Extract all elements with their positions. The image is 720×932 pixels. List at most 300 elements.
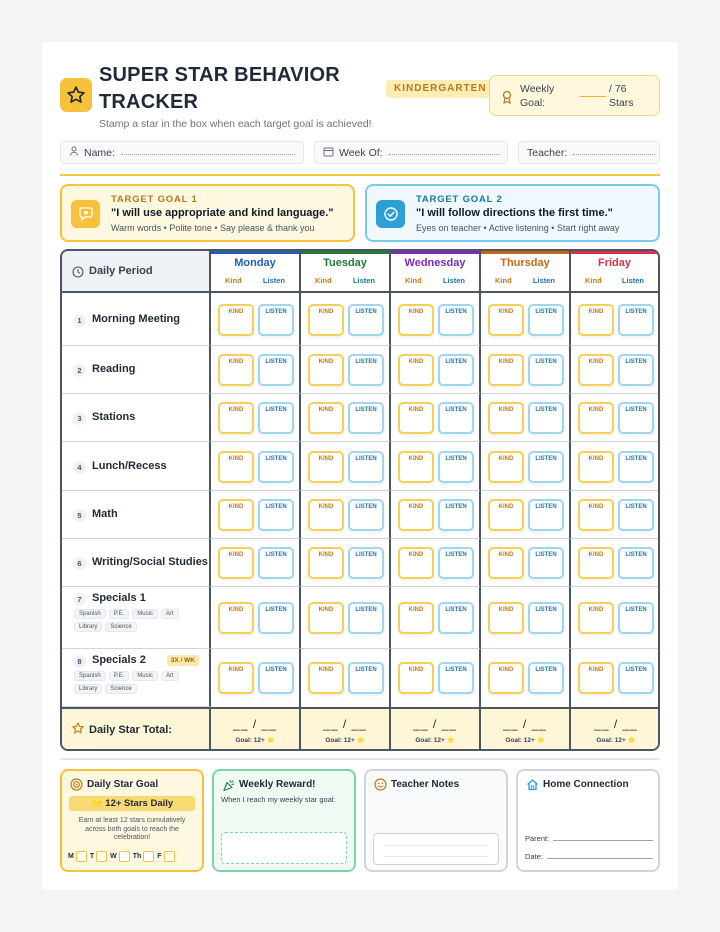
day-cell: [391, 491, 481, 539]
day-cell: [481, 442, 571, 491]
listen-stamp-box[interactable]: [618, 304, 654, 336]
period-header: [62, 251, 211, 293]
day-name: Tuesday: [323, 257, 367, 269]
weekly-goal-box: [489, 75, 660, 116]
kind-col-label: Kind: [495, 276, 512, 285]
day-cell: [571, 587, 660, 649]
day-cell: [481, 649, 571, 707]
day-cell: [481, 491, 571, 539]
listen-stamp-box[interactable]: [618, 499, 654, 531]
special-tag: Science: [105, 684, 136, 694]
kind-stamp-box[interactable]: [218, 451, 254, 483]
tracker-page: [42, 42, 678, 890]
week-of-label: Week Of:: [339, 146, 383, 159]
day-checkbox[interactable]: [96, 851, 107, 862]
listen-box-label: LISTEN: [445, 607, 467, 613]
day-cell: [391, 293, 481, 346]
kind-box-label: KIND: [228, 607, 244, 613]
period-row-label: [62, 293, 211, 346]
kind-stamp-box[interactable]: [578, 451, 614, 483]
kind-col-label: Kind: [315, 276, 332, 285]
listen-stamp-box[interactable]: [258, 354, 294, 386]
kind-col-label: Kind: [225, 276, 242, 285]
kind-box-label: KIND: [228, 407, 244, 413]
day-cell: [391, 346, 481, 394]
kind-stamp-box[interactable]: [308, 602, 344, 634]
total-goal: Goal: 12+ ⭐: [505, 737, 545, 744]
daily-goal-desc: Earn at least 12 stars cumulatively across both goals to reach the celebration!: [78, 817, 186, 841]
day-header-2: [391, 251, 481, 293]
listen-box-label: LISTEN: [265, 359, 287, 365]
period-header-label: Daily Period: [89, 265, 153, 277]
listen-stamp-box[interactable]: [348, 304, 384, 336]
period-row-label: [62, 491, 211, 539]
kind-stamp-box[interactable]: [578, 354, 614, 386]
listen-col-label: Listen: [442, 276, 465, 285]
listen-box-label: LISTEN: [265, 504, 287, 510]
period-number: 5: [73, 509, 86, 522]
day-cell: [211, 293, 301, 346]
total-goal: Goal: 12+ ⭐: [235, 737, 275, 744]
listen-box-label: LISTEN: [625, 309, 647, 315]
kind-box-label: KIND: [318, 407, 334, 413]
day-cell: [211, 442, 301, 491]
day-letter: M: [68, 853, 74, 860]
period-name: Morning Meeting: [92, 313, 180, 325]
period-number: 7: [73, 593, 86, 606]
notes-area[interactable]: [373, 833, 499, 865]
listen-box-label: LISTEN: [445, 456, 467, 462]
home-icon: [526, 778, 539, 796]
listen-box-label: LISTEN: [535, 667, 557, 673]
day-letter: F: [157, 853, 162, 860]
listen-stamp-box[interactable]: [528, 304, 564, 336]
listen-stamp-box[interactable]: [348, 662, 384, 694]
kind-box-label: KIND: [228, 667, 244, 673]
day-checkbox-item: [110, 851, 130, 862]
listen-box-label: LISTEN: [445, 359, 467, 365]
kind-stamp-box[interactable]: [218, 304, 254, 336]
kind-stamp-box[interactable]: [488, 402, 524, 434]
kind-box-label: KIND: [588, 552, 604, 558]
teacher-field[interactable]: [518, 141, 660, 164]
kind-stamp-box[interactable]: [398, 602, 434, 634]
target-goal-2: [365, 184, 660, 242]
kind-stamp-box[interactable]: [488, 354, 524, 386]
day-cell: [301, 293, 391, 346]
day-name: Monday: [234, 257, 276, 269]
day-header-1: [301, 251, 391, 293]
parent-label: Parent:: [525, 834, 550, 843]
daily-total-cell[interactable]: [391, 707, 481, 749]
special-tag: Music: [132, 671, 158, 681]
kind-col-label: Kind: [405, 276, 422, 285]
goal-kicker: TARGET GOAL 2: [416, 194, 503, 205]
kind-box-label: KIND: [498, 667, 514, 673]
total-blank: __ / __: [323, 717, 367, 731]
total-goal: Goal: 12+ ⭐: [325, 737, 365, 744]
period-name: Specials 2: [92, 654, 146, 666]
kind-box-label: KIND: [318, 667, 334, 673]
day-checkbox[interactable]: [143, 851, 154, 862]
sparkle-star-icon: [71, 722, 85, 741]
listen-box-label: LISTEN: [355, 667, 377, 673]
day-cell: [301, 649, 391, 707]
listen-stamp-box[interactable]: [258, 602, 294, 634]
period-row-label: [62, 442, 211, 491]
day-name: Wednesday: [404, 257, 466, 269]
listen-box-label: LISTEN: [535, 309, 557, 315]
day-cell: [481, 394, 571, 442]
day-name: Friday: [597, 257, 631, 269]
daily-total-cell[interactable]: [571, 707, 660, 749]
kind-stamp-box[interactable]: [488, 451, 524, 483]
day-checkbox-item: [133, 851, 155, 862]
listen-stamp-box[interactable]: [258, 499, 294, 531]
kind-box-label: KIND: [588, 607, 604, 613]
kind-box-label: KIND: [318, 359, 334, 365]
day-header-4: [571, 251, 658, 293]
kind-stamp-box[interactable]: [218, 499, 254, 531]
target-icon: [70, 778, 83, 796]
kind-box-label: KIND: [498, 504, 514, 510]
listen-col-label: Listen: [262, 276, 285, 285]
kind-stamp-box[interactable]: [308, 402, 344, 434]
day-checkbox-item: [68, 851, 87, 862]
kind-box-label: KIND: [498, 456, 514, 462]
day-checkbox[interactable]: [164, 851, 175, 862]
kind-stamp-box[interactable]: [578, 662, 614, 694]
period-name: Specials 1: [92, 592, 146, 604]
period-name: Math: [92, 508, 118, 520]
kind-box-label: KIND: [318, 504, 334, 510]
special-tag: Art: [161, 609, 179, 619]
listen-box-label: LISTEN: [445, 407, 467, 413]
listen-stamp-box[interactable]: [258, 402, 294, 434]
kind-box-label: KIND: [408, 407, 424, 413]
total-blank: __ / __: [594, 717, 638, 731]
chat-heart-icon: [71, 200, 100, 228]
home-connection-card: [516, 769, 660, 872]
daily-total-cell[interactable]: [481, 707, 571, 749]
total-goal: Goal: 12+ ⭐: [415, 737, 455, 744]
goal-sub: Warm words • Polite tone • Say please & thank you: [111, 223, 315, 233]
listen-stamp-box[interactable]: [258, 304, 294, 336]
day-cell: [391, 442, 481, 491]
card-title: Weekly Reward!: [239, 779, 316, 790]
weekly-goal-blank[interactable]: [580, 96, 606, 97]
listen-box-label: LISTEN: [355, 456, 377, 462]
teacher-notes-card: [364, 769, 508, 872]
kind-box-label: KIND: [408, 607, 424, 613]
day-cell: [211, 587, 301, 649]
kind-box-label: KIND: [588, 667, 604, 673]
kind-stamp-box[interactable]: [488, 547, 524, 579]
listen-stamp-box[interactable]: [348, 402, 384, 434]
listen-col-label: Listen: [352, 276, 375, 285]
listen-stamp-box[interactable]: [528, 602, 564, 634]
check-circle-icon: [376, 200, 405, 228]
clock-icon: [72, 265, 84, 283]
day-letter: Th: [132, 853, 142, 860]
kind-box-label: KIND: [228, 552, 244, 558]
special-tag: P.E.: [109, 671, 130, 681]
kind-stamp-box[interactable]: [398, 402, 434, 434]
day-cell: [301, 491, 391, 539]
kind-stamp-box[interactable]: [398, 451, 434, 483]
listen-box-label: LISTEN: [625, 407, 647, 413]
week-of-field[interactable]: [314, 141, 508, 164]
goal-text: "I will use appropriate and kind language.": [111, 207, 334, 219]
kind-stamp-box[interactable]: [578, 402, 614, 434]
day-cell: [301, 539, 391, 587]
listen-stamp-box[interactable]: [438, 547, 474, 579]
kind-stamp-box[interactable]: [398, 662, 434, 694]
kind-stamp-box[interactable]: [218, 602, 254, 634]
listen-box-label: LISTEN: [265, 607, 287, 613]
kind-box-label: KIND: [408, 309, 424, 315]
weekly-reward-card: [212, 769, 356, 872]
kind-box-label: KIND: [318, 552, 334, 558]
listen-stamp-box[interactable]: [618, 602, 654, 634]
special-tag: P.E.: [109, 609, 130, 619]
kind-stamp-box[interactable]: [398, 304, 434, 336]
day-cell: [391, 539, 481, 587]
total-goal: Goal: 12+ ⭐: [596, 737, 636, 744]
kind-stamp-box[interactable]: [398, 499, 434, 531]
specials-tags: [74, 609, 199, 632]
listen-stamp-box[interactable]: [438, 402, 474, 434]
kind-box-label: KIND: [408, 456, 424, 462]
kind-box-label: KIND: [498, 607, 514, 613]
listen-stamp-box[interactable]: [438, 662, 474, 694]
listen-stamp-box[interactable]: [438, 304, 474, 336]
listen-box-label: LISTEN: [355, 407, 377, 413]
listen-box-label: LISTEN: [265, 309, 287, 315]
period-number: 2: [73, 364, 86, 377]
listen-box-label: LISTEN: [625, 504, 647, 510]
listen-stamp-box[interactable]: [258, 662, 294, 694]
day-cell: [571, 539, 660, 587]
card-title: Home Connection: [543, 779, 629, 790]
listen-stamp-box[interactable]: [438, 499, 474, 531]
kind-box-label: KIND: [408, 552, 424, 558]
kind-box-label: KIND: [228, 504, 244, 510]
kind-box-label: KIND: [318, 456, 334, 462]
listen-stamp-box[interactable]: [528, 402, 564, 434]
kind-stamp-box[interactable]: [488, 662, 524, 694]
daily-total-cell[interactable]: [301, 707, 391, 749]
day-checkbox[interactable]: [76, 851, 87, 862]
listen-box-label: LISTEN: [355, 359, 377, 365]
listen-box-label: LISTEN: [355, 504, 377, 510]
day-cell: [211, 491, 301, 539]
date-line[interactable]: [525, 852, 653, 861]
special-tag: Spanish: [74, 671, 106, 681]
period-row-label: [62, 394, 211, 442]
period-name: Reading: [92, 363, 136, 375]
kind-box-label: KIND: [408, 359, 424, 365]
day-header-3: [481, 251, 571, 293]
daily-total-cell[interactable]: [211, 707, 301, 749]
listen-stamp-box[interactable]: [528, 451, 564, 483]
day-cell: [211, 346, 301, 394]
parent-signature-line[interactable]: [525, 834, 653, 843]
date-label: Date:: [525, 852, 543, 861]
specials-tags: [74, 671, 199, 694]
listen-stamp-box[interactable]: [258, 451, 294, 483]
kind-box-label: KIND: [588, 456, 604, 462]
listen-stamp-box[interactable]: [618, 402, 654, 434]
day-header-0: [211, 251, 301, 293]
kind-stamp-box[interactable]: [308, 547, 344, 579]
kind-box-label: KIND: [228, 309, 244, 315]
listen-stamp-box[interactable]: [348, 354, 384, 386]
listen-box-label: LISTEN: [535, 407, 557, 413]
day-cell: [571, 293, 660, 346]
goal-kicker: TARGET GOAL 1: [111, 194, 198, 205]
listen-stamp-box[interactable]: [348, 602, 384, 634]
kind-box-label: KIND: [498, 359, 514, 365]
card-title: Teacher Notes: [391, 779, 460, 790]
listen-stamp-box[interactable]: [528, 354, 564, 386]
day-cell: [571, 491, 660, 539]
period-number: 3: [73, 412, 86, 425]
listen-box-label: LISTEN: [445, 309, 467, 315]
daily-total-label: Daily Star Total:: [89, 724, 172, 736]
name-field[interactable]: [60, 141, 304, 164]
page-title: SUPER STAR BEHAVIOR TRACKER: [99, 64, 340, 113]
reward-entry-box[interactable]: [221, 832, 347, 864]
day-cell: [391, 649, 481, 707]
kind-col-label: Kind: [585, 276, 602, 285]
kind-stamp-box[interactable]: [488, 499, 524, 531]
listen-stamp-box[interactable]: [438, 451, 474, 483]
calendar-icon: [323, 146, 334, 160]
daily-goal-pill: ⭐ 12+ Stars Daily: [69, 796, 195, 811]
day-cell: [301, 394, 391, 442]
day-cell: [481, 587, 571, 649]
kind-stamp-box[interactable]: [578, 547, 614, 579]
kind-box-label: KIND: [588, 309, 604, 315]
listen-box-label: LISTEN: [265, 552, 287, 558]
kind-stamp-box[interactable]: [488, 602, 524, 634]
day-checkbox[interactable]: [119, 851, 130, 862]
kind-stamp-box[interactable]: [218, 402, 254, 434]
kind-box-label: KIND: [318, 607, 334, 613]
target-goal-1: [60, 184, 355, 242]
day-letter: T: [89, 853, 95, 860]
day-checkbox-item: [90, 851, 107, 862]
listen-box-label: LISTEN: [265, 456, 287, 462]
listen-box-label: LISTEN: [355, 607, 377, 613]
listen-stamp-box[interactable]: [438, 354, 474, 386]
listen-stamp-box[interactable]: [528, 662, 564, 694]
day-checkbox-item: [157, 851, 174, 862]
listen-stamp-box[interactable]: [528, 547, 564, 579]
day-checkboxes: [68, 851, 175, 862]
total-blank: __ / __: [503, 717, 547, 731]
listen-stamp-box[interactable]: [618, 451, 654, 483]
period-number: 4: [73, 461, 86, 474]
listen-stamp-box[interactable]: [258, 547, 294, 579]
day-cell: [481, 539, 571, 587]
kind-box-label: KIND: [408, 667, 424, 673]
day-cell: [391, 394, 481, 442]
kind-stamp-box[interactable]: [308, 499, 344, 531]
listen-box-label: LISTEN: [625, 552, 647, 558]
kind-stamp-box[interactable]: [218, 662, 254, 694]
day-name: Thursday: [500, 257, 550, 269]
kind-stamp-box[interactable]: [578, 304, 614, 336]
award-ribbon-icon: [502, 90, 512, 109]
listen-stamp-box[interactable]: [438, 602, 474, 634]
day-cell: [571, 649, 660, 707]
listen-stamp-box[interactable]: [348, 547, 384, 579]
day-cell: [211, 649, 301, 707]
day-cell: [571, 394, 660, 442]
day-cell: [211, 394, 301, 442]
kind-box-label: KIND: [498, 309, 514, 315]
frequency-badge: 3X / WK: [167, 655, 199, 666]
grade-badge: KINDERGARTEN: [386, 80, 495, 98]
period-number: 8: [73, 655, 86, 668]
kind-box-label: KIND: [228, 456, 244, 462]
special-tag: Library: [74, 622, 102, 632]
listen-stamp-box[interactable]: [348, 499, 384, 531]
kind-stamp-box[interactable]: [398, 354, 434, 386]
kind-stamp-box[interactable]: [218, 547, 254, 579]
kind-box-label: KIND: [228, 359, 244, 365]
kind-box-label: KIND: [588, 504, 604, 510]
goal-sub: Eyes on teacher • Active listening • Start right away: [416, 223, 620, 233]
divider: [60, 174, 660, 176]
day-cell: [571, 346, 660, 394]
listen-box-label: LISTEN: [265, 407, 287, 413]
kind-stamp-box[interactable]: [218, 354, 254, 386]
listen-box-label: LISTEN: [535, 504, 557, 510]
kind-stamp-box[interactable]: [308, 354, 344, 386]
kind-stamp-box[interactable]: [308, 304, 344, 336]
day-cell: [391, 587, 481, 649]
kind-stamp-box[interactable]: [398, 547, 434, 579]
listen-stamp-box[interactable]: [528, 499, 564, 531]
day-cell: [481, 293, 571, 346]
kind-stamp-box[interactable]: [578, 602, 614, 634]
period-row-label: [62, 346, 211, 394]
kind-box-label: KIND: [588, 359, 604, 365]
goal-text: "I will follow directions the first time.": [416, 207, 613, 219]
listen-stamp-box[interactable]: [348, 451, 384, 483]
daily-star-goal-card: [60, 769, 204, 872]
listen-box-label: LISTEN: [355, 552, 377, 558]
special-tag: Art: [161, 671, 179, 681]
day-cell: [571, 442, 660, 491]
total-blank: __ / __: [413, 717, 457, 731]
kind-box-label: KIND: [318, 309, 334, 315]
kind-stamp-box[interactable]: [488, 304, 524, 336]
listen-box-label: LISTEN: [355, 309, 377, 315]
day-cell: [301, 442, 391, 491]
listen-stamp-box[interactable]: [618, 354, 654, 386]
day-cell: [301, 346, 391, 394]
kind-stamp-box[interactable]: [578, 499, 614, 531]
kind-box-label: KIND: [498, 407, 514, 413]
kind-stamp-box[interactable]: [308, 451, 344, 483]
listen-stamp-box[interactable]: [618, 547, 654, 579]
kind-stamp-box[interactable]: [308, 662, 344, 694]
listen-stamp-box[interactable]: [618, 662, 654, 694]
